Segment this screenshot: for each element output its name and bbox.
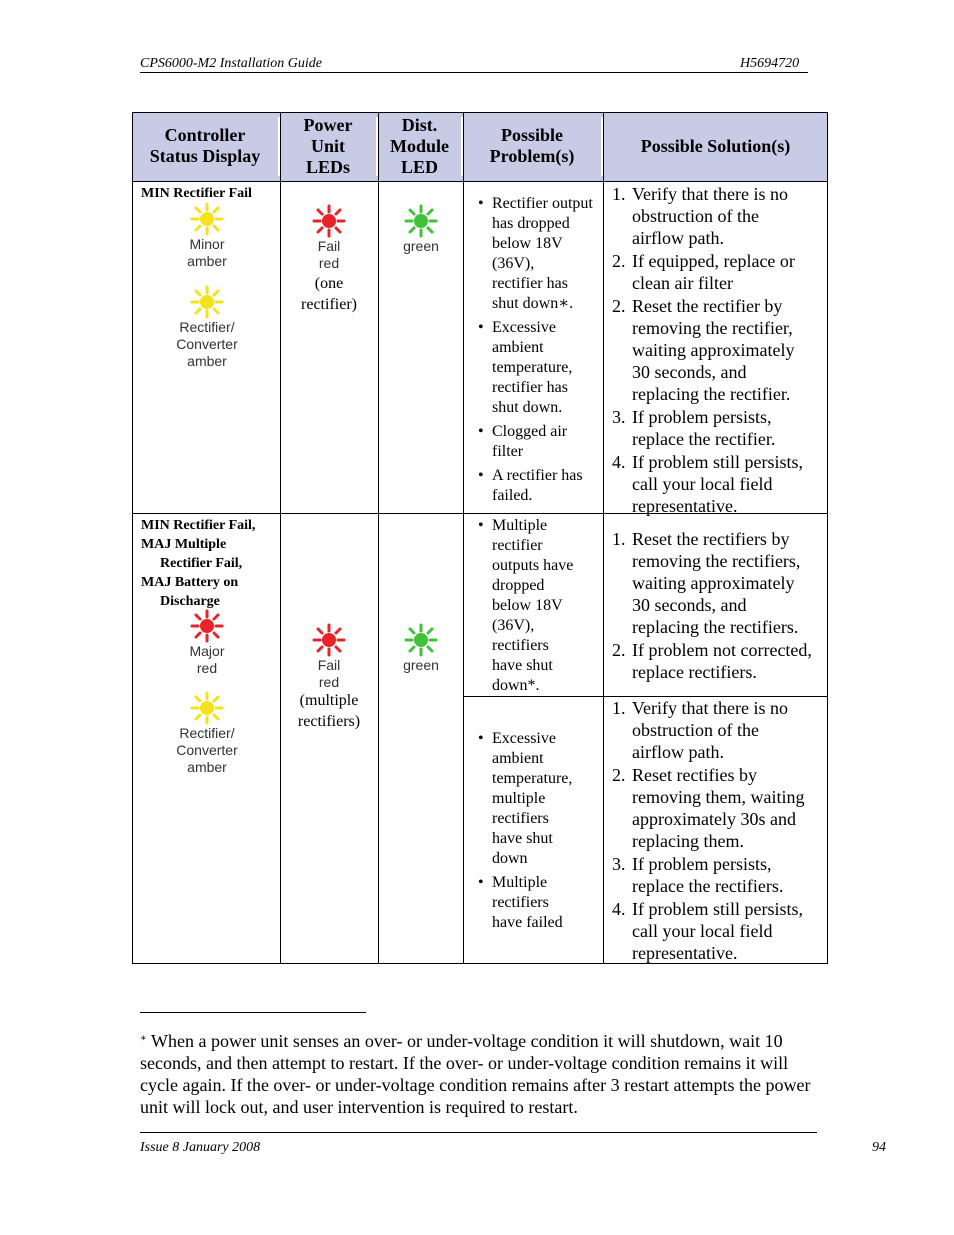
col-divider [378,112,379,964]
solution-item: 3. If problem persists, replace the rectifier. [612,407,776,449]
led-label: green [403,238,439,254]
col-divider [603,112,604,964]
col-header-solutions [603,112,828,181]
row2-power-caption [280,690,378,732]
row1-rectifier-led [168,285,246,370]
row2-problems-b [470,729,600,937]
solution-item: 2. If problem not corrected, replace rectifiers. [612,640,812,682]
row2-power-led [294,623,364,691]
solution-item: 1. Verify that there is no obstruction of the airflow path. [612,698,788,762]
led-label: Converter [176,336,238,352]
problem-item: • A rectifier has failed. [478,467,583,504]
col-header-dist [378,112,463,181]
header-rule [140,72,808,73]
row1-power-led [294,204,364,272]
caption-line: rectifier) [301,296,357,313]
row1-power-caption [280,273,378,315]
solution-item: 3. If problem persists, replace the rectifiers. [612,854,784,896]
led-label: Fail [317,238,341,254]
led-label: Fail [317,657,341,673]
status-line: MAJ Multiple [141,537,227,552]
caption-line: (one [314,275,344,292]
led-label: amber [187,353,227,369]
solution-item: 1. Verify that there is no obstruction of the airflow path. [612,184,788,248]
col-header-problems [463,112,603,181]
troubleshooting-table [132,112,828,964]
document-number: H5694720 [740,56,800,71]
status-line: Discharge [160,594,220,609]
row2-solutions-a [612,528,826,684]
led-label: Rectifier/ [179,725,235,741]
table-border-left [132,112,133,964]
solution-item: 1. Reset the rectifiers by removing the rectifiers, waiting approximately 30 seconds, and replacing the rectifiers. [612,529,801,637]
led-label: amber [187,759,227,775]
led-red-icon [312,204,346,238]
footnote [140,1030,820,1118]
problem-item: • Excessive ambient temperature, rectifier has shut down. [478,319,573,416]
led-label: green [403,657,439,673]
page-number: 94 [872,1140,886,1155]
led-label: red [318,255,340,271]
row2-solutions-b [612,697,826,965]
status-line: Rectifier Fail, [160,556,243,571]
document-title: CPS6000-M2 Installation Guide [140,56,322,71]
problem-item: • Multiple rectifiers have failed [478,874,563,931]
status-line: MAJ Battery on [141,575,239,590]
col-header-problems-text: Possible Problem(s) [489,125,575,167]
row1-dist-led [386,204,456,255]
led-red-icon [312,623,346,657]
status-line: MIN Rectifier Fail, [141,518,256,533]
col-header-power-text: Power Unit LEDs [303,115,353,177]
led-label: red [318,674,340,690]
led-label: red [196,660,218,676]
led-red-icon [190,609,224,643]
row1-solutions [612,183,826,518]
row1-minor-led [172,202,242,270]
led-label: Converter [176,742,238,758]
led-label: Minor [189,236,225,252]
footnote-marker: ∗ [140,1033,147,1044]
led-green-icon [404,204,438,238]
row2-problems-a [470,516,600,700]
footnote-rule [140,1012,366,1013]
table-border-top [132,112,828,113]
problem-item: • Rectifier output has dropped below 18V (36V), rectifier has shut down∗. [478,195,593,312]
col-header-status [132,112,280,181]
led-label: amber [187,253,227,269]
col-divider [463,112,464,964]
row1-status: MIN Rectifier Fail [141,186,252,201]
footer-rule [140,1132,817,1133]
problem-item: • Multiple rectifier outputs have dropped below 18V (36V), rectifiers have shut down*. [478,517,574,694]
led-green-icon [404,623,438,657]
solution-item: 2. Reset rectifies by removing them, waiting approximately 30s and replacing them. [612,765,805,851]
solution-item: 2. Reset the rectifier by removing the rectifier, waiting approximately 30 seconds, and replacing the rectifier. [612,296,795,404]
table-border-right [827,112,828,964]
col-header-solutions-text: Possible Solution(s) [640,135,791,156]
row2-rectifier-led [168,691,246,776]
caption-line: rectifiers) [297,713,361,730]
row2-status [141,516,279,611]
footnote-text: When a power unit senses an over- or under-voltage condition it will shutdown, wait 10 seconds, and then attempt to restart. If the over- or under-voltage condition remains it will cycle again. If the over- or under-voltage condition remains after 3 restart attempts the power unit will lock out, and user intervention is required to restart. [140,1031,811,1117]
col-header-power [280,112,378,181]
solution-item: 4. If problem still persists, call your local field representative. [612,452,803,516]
led-amber-icon [190,691,224,725]
caption-line: (multiple [299,692,359,709]
solution-item: 2. If equipped, replace or clean air filter [612,251,795,293]
header-divider [132,181,828,182]
row2-major-led [172,609,242,677]
col-header-status-text: Controller Status Display [149,125,261,167]
led-amber-icon [190,202,224,236]
row1-problems [470,194,600,510]
solution-item: 4. If problem still persists, call your local field representative. [612,899,803,963]
col-divider [280,112,281,964]
row2-dist-led [386,623,456,674]
problem-item: • Excessive ambient temperature, multiple rectifiers have shut down [478,730,573,867]
issue-date: Issue 8 January 2008 [140,1140,261,1155]
led-label: Major [189,643,225,659]
led-amber-icon [190,285,224,319]
led-label: Rectifier/ [179,319,235,335]
problem-item: • Clogged air filter [478,423,568,460]
col-header-dist-text: Dist. Module LED [389,115,449,177]
